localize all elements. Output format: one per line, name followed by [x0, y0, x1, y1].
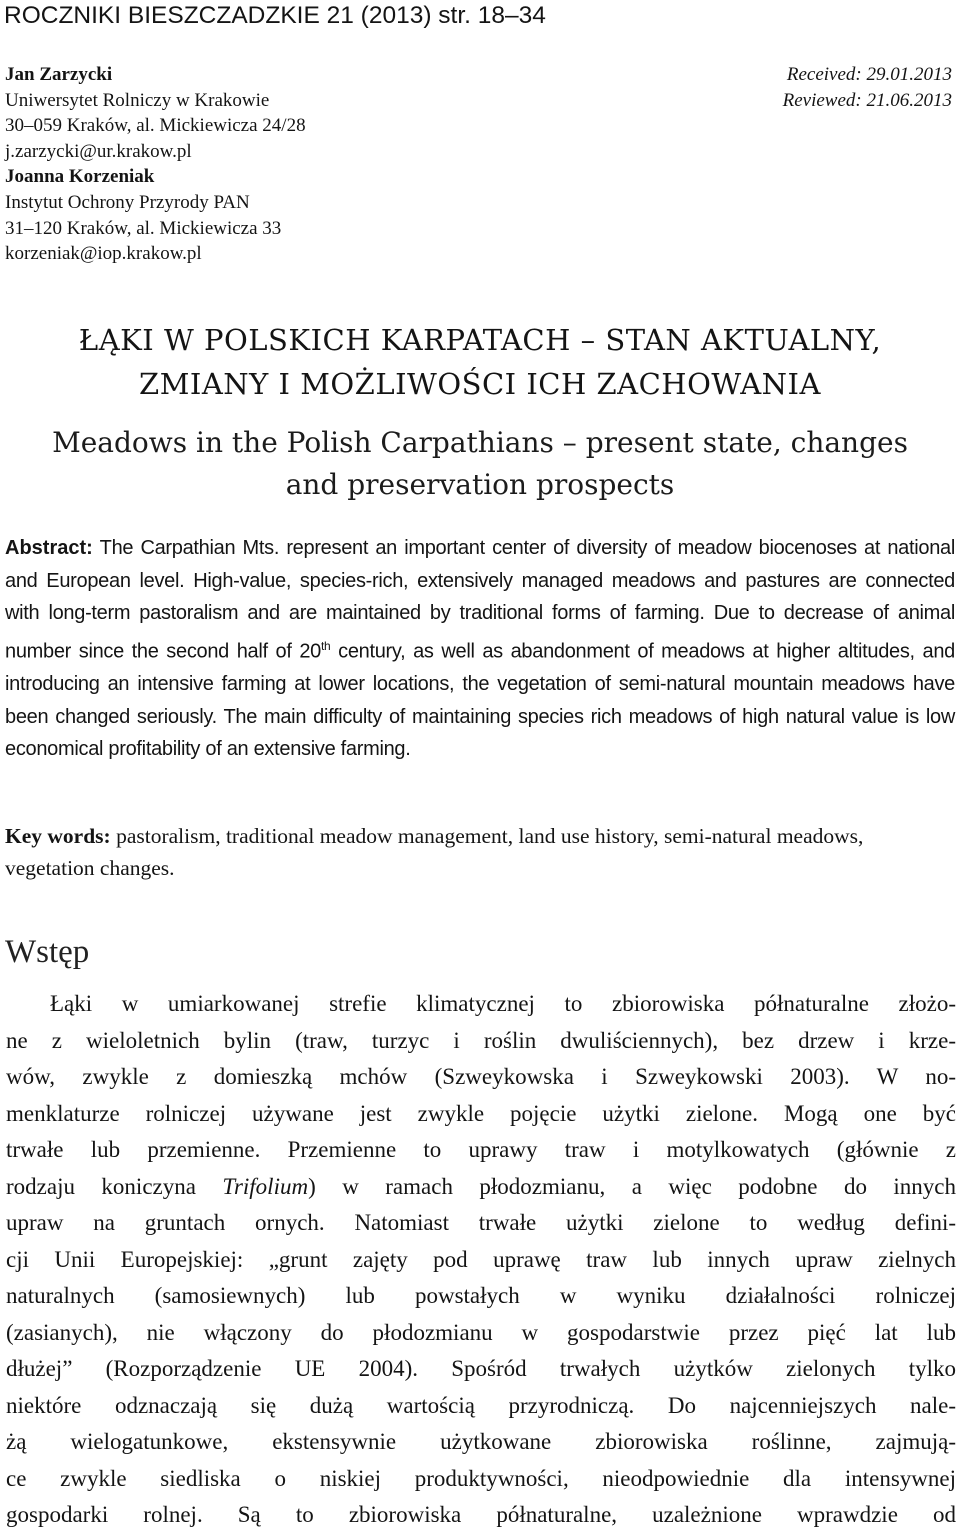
title-english-line: Meadows in the Polish Carpathians – present state, changes: [52, 426, 908, 459]
body-line: wów, zwykle z domieszką mchów (Szweykowska i Szweykowski 2003). W no-: [6, 1064, 956, 1089]
abstract: [5, 532, 955, 766]
title-polish: [0, 318, 960, 406]
body-line: żą wielogatunkowe, ekstensywnie użytkowane zbiorowiska roślinne, zajmują-: [6, 1429, 956, 1454]
body-line: ce zwykle siedliska o niskiej produktywności, nieodpowiednie dla intensywnej: [6, 1465, 956, 1491]
section-body: [6, 986, 956, 1534]
body-line-start: rodzaju koniczyna: [6, 1173, 223, 1199]
title-polish-line: ZMIANY I MOŻLIWOŚCI ICH ZACHOWANIA: [139, 367, 821, 401]
body-line: dłużej” (Rozporządzenie UE 2004). Spośród trwałych użytków zielonych tylko: [6, 1356, 956, 1381]
author-name: Jan Zarzycki: [5, 64, 113, 85]
title-english-line: and preservation prospects: [285, 468, 675, 501]
keywords: [5, 820, 955, 884]
body-line: naturalnych (samosiewnych) lub powstałych w wyniku działalności rolniczej: [6, 1283, 956, 1308]
body-line: cji Unii Europejskiej: „grunt zajęty pod uprawę traw lub innych upraw zielnych: [6, 1246, 956, 1272]
body-line: trwałe lub przemienne. Przemienne to uprawy traw i motylkowatych (głównie z: [6, 1137, 956, 1162]
body-line: Łąki w umiarkowanej strefie klimatycznej to zbiorowiska półnaturalne złożo-: [50, 991, 956, 1016]
abstract-superscript: th: [320, 638, 331, 653]
received-date: Received: 29.01.2013: [786, 64, 952, 85]
body-line: menklaturze rolniczej używane jest zwykle pojęcie użytki zielone. Mogą one być: [6, 1100, 956, 1126]
author-email: j.zarzycki@ur.krakow.pl: [5, 140, 192, 162]
section-heading: Wstęp: [5, 934, 90, 970]
body-line-end: ) w ramach płodozmianu, a więc podobne do innych: [308, 1173, 957, 1199]
keywords-label: Key words:: [5, 824, 111, 848]
author-affiliation: Uniwersytet Rolniczy w Krakowie: [5, 89, 270, 111]
body-line: ne z wieloletnich bylin (traw, turzyc i roślin dwuliściennych), bez drzew i krze-: [6, 1027, 956, 1053]
author-address: 30–059 Kraków, al. Mickiewicza 24/28: [5, 115, 306, 137]
author-name: Joanna Korzeniak: [5, 166, 155, 188]
body-line: niektóre odznaczają się dużą wartością przyrodniczą. Do najcenniejszych nale-: [6, 1392, 956, 1418]
abstract-text: The Carpathian Mts. represent an important center of diversity of meadow biocenoses at national and European level. High-value, species-rich, extensively managed meadows and pastures are connected with long-term pastoralism and are maintained by traditional forms of farming. Due to decrease of animal number since the second half of 20: [5, 537, 955, 663]
italic-term: Trifolium: [222, 1173, 309, 1199]
author-block: [5, 62, 306, 267]
title-polish-line: ŁĄKI W POLSKICH KARPATACH – STAN AKTUALNY,: [78, 323, 882, 357]
body-line: upraw na gruntach ornych. Natomiast trwałe użytki zielone to według defini-: [6, 1210, 956, 1235]
body-line: [6, 1169, 956, 1206]
reviewed-date: Reviewed: 21.06.2013: [782, 89, 952, 111]
body-line: (zasianych), nie włączony do płodozmianu w gospodarstwie przez pięć lat lub: [6, 1319, 956, 1345]
submission-dates: [783, 62, 952, 113]
keywords-text: pastoralism, traditional meadow management, land use history, semi-natural meadows, vegetation changes.: [5, 824, 864, 880]
abstract-label: Abstract:: [5, 537, 93, 559]
author-address: 31–120 Kraków, al. Mickiewicza 33: [5, 217, 282, 239]
author-affiliation: Instytut Ochrony Przyrody PAN: [5, 191, 250, 213]
running-head: ROCZNIKI BIESZCZADZKIE 21 (2013) str. 18–34: [4, 2, 546, 29]
body-line: gospodarki rolnej. Są to zbiorowiska półnaturalne, uzależnione wprawdzie od: [6, 1502, 956, 1527]
abstract-text: century, as well as abandonment of meadows at higher altitudes, and introducing an intensive farming at lower locations, the vegetation of semi-natural mountain meadows have been changed seriously. The main difficulty of maintaining species rich meadows of high natural value is low economical profitability of an extensive farming.: [5, 640, 956, 761]
title-english: [0, 422, 960, 506]
author-email: korzeniak@iop.krakow.pl: [5, 243, 202, 265]
